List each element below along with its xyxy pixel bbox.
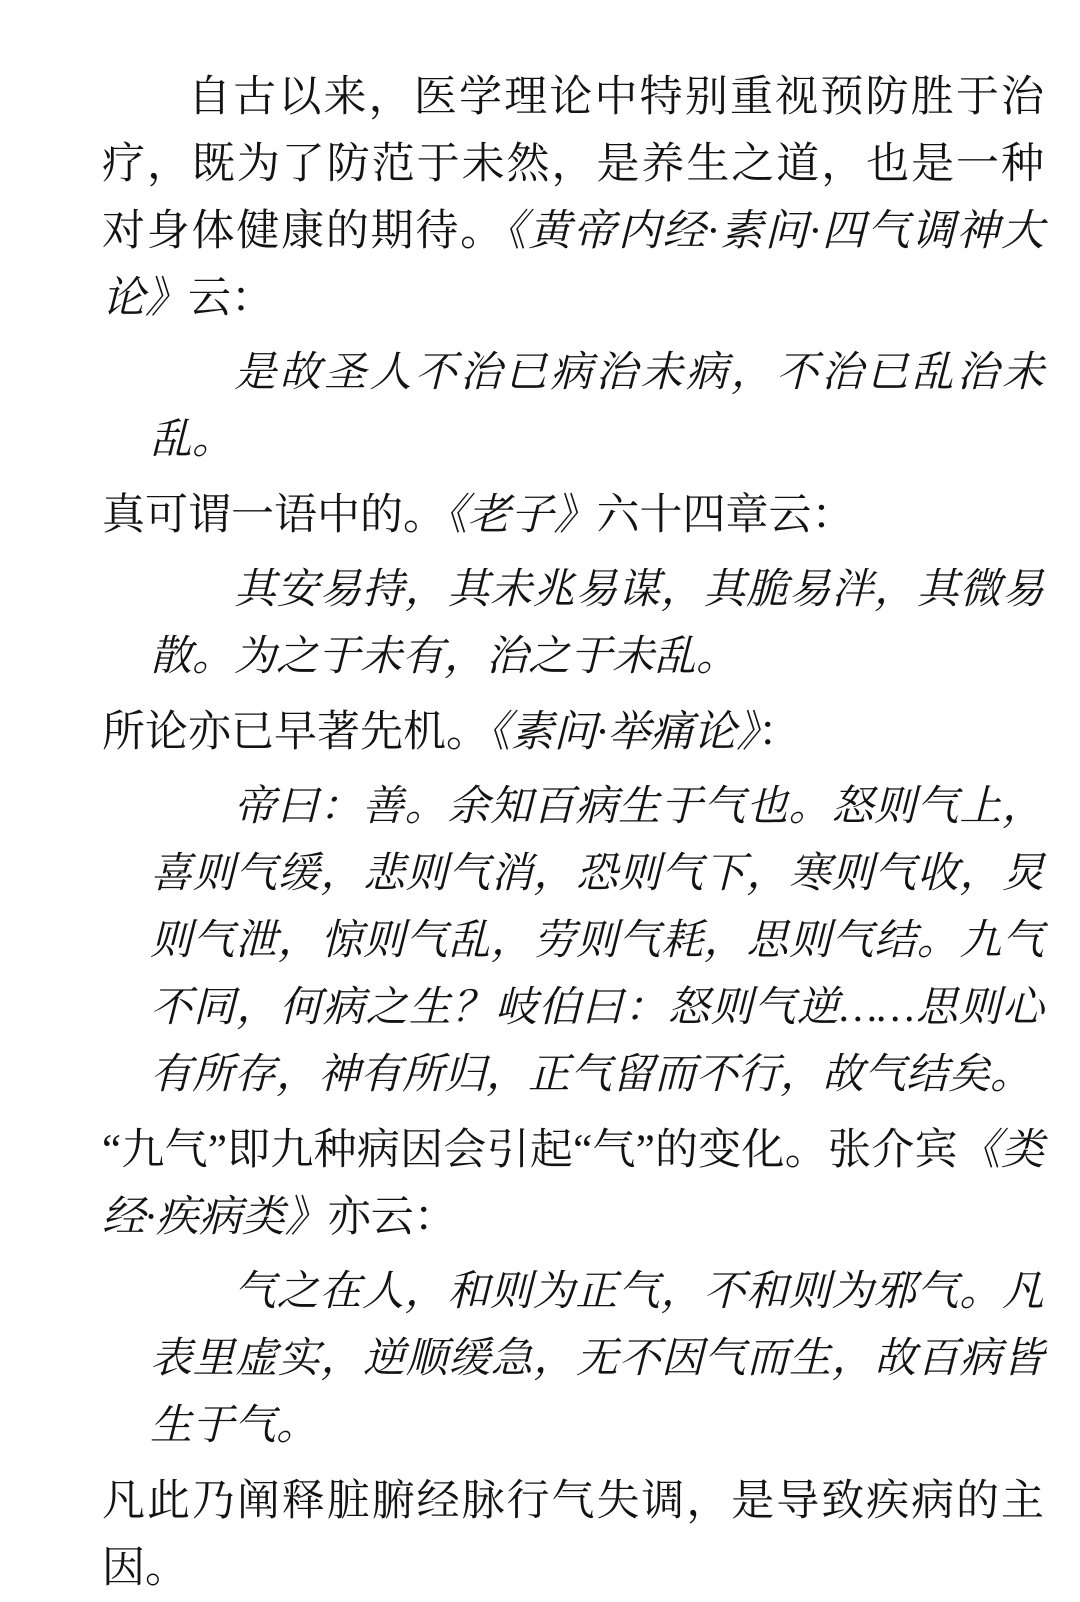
body-text: 所论亦已早著先机。 (102, 709, 489, 756)
quote-laozi: 其安易持，其未兆易谋，其脆易泮，其微易散。为之于未有，治之于未乱。 (150, 567, 1044, 680)
body-text: 亦云： (327, 1194, 457, 1241)
quote-leijing: 气之在人，和则为正气，不和则为邪气。凡表里虚实，逆顺缓急，无不因气而生，故百病皆生于气。 (150, 1269, 1044, 1449)
book-title: 《老子》 (446, 492, 597, 539)
body-text: 云： (188, 275, 274, 322)
paragraph-laozi-lead (102, 482, 1044, 549)
body-text: 六十四章云： (596, 492, 855, 539)
body-text: 凡此乃阐释脏腑经脉行气失调，是导致疾病的主因。 (102, 1478, 1044, 1592)
quote-huangdi-neijing: 是故圣人不治已病治未病，不治已乱治未乱。 (150, 350, 1044, 463)
paragraph-jiuqi (102, 1117, 1044, 1251)
body-text: 自古以来，医学理论中特别重视预防胜于治疗，既为了防范于未然，是养生之道，也是一种对身体健康的期待。 (102, 74, 1044, 255)
body-text: “九气”即九种病因会引起“气”的变化。张介宾 (102, 1127, 958, 1174)
book-title: 《素问·举痛论》 (489, 709, 758, 756)
paragraph-conclusion (102, 1468, 1044, 1602)
quote-suwen-jutonglun: 帝曰：善。余知百病生于气也。怒则气上，喜则气缓，悲则气消，恐则气下，寒则气收，炅则气泄，惊则气乱，劳则气耗，思则气结。九气不同，何病之生？岐伯曰：怒则气逆……思则心有所存，神有所归，正气留而不行，故气结矣。 (150, 784, 1044, 1098)
book-title: 《黄帝内经·素问·四气调神大论》 (102, 208, 1045, 322)
book-title: 《类经·疾病类》 (102, 1127, 1045, 1241)
body-text: 真可谓一语中的。 (102, 492, 446, 539)
body-text: ： (757, 709, 801, 756)
paragraph-intro (102, 64, 1044, 332)
paragraph-suwen-lead (102, 699, 1044, 766)
